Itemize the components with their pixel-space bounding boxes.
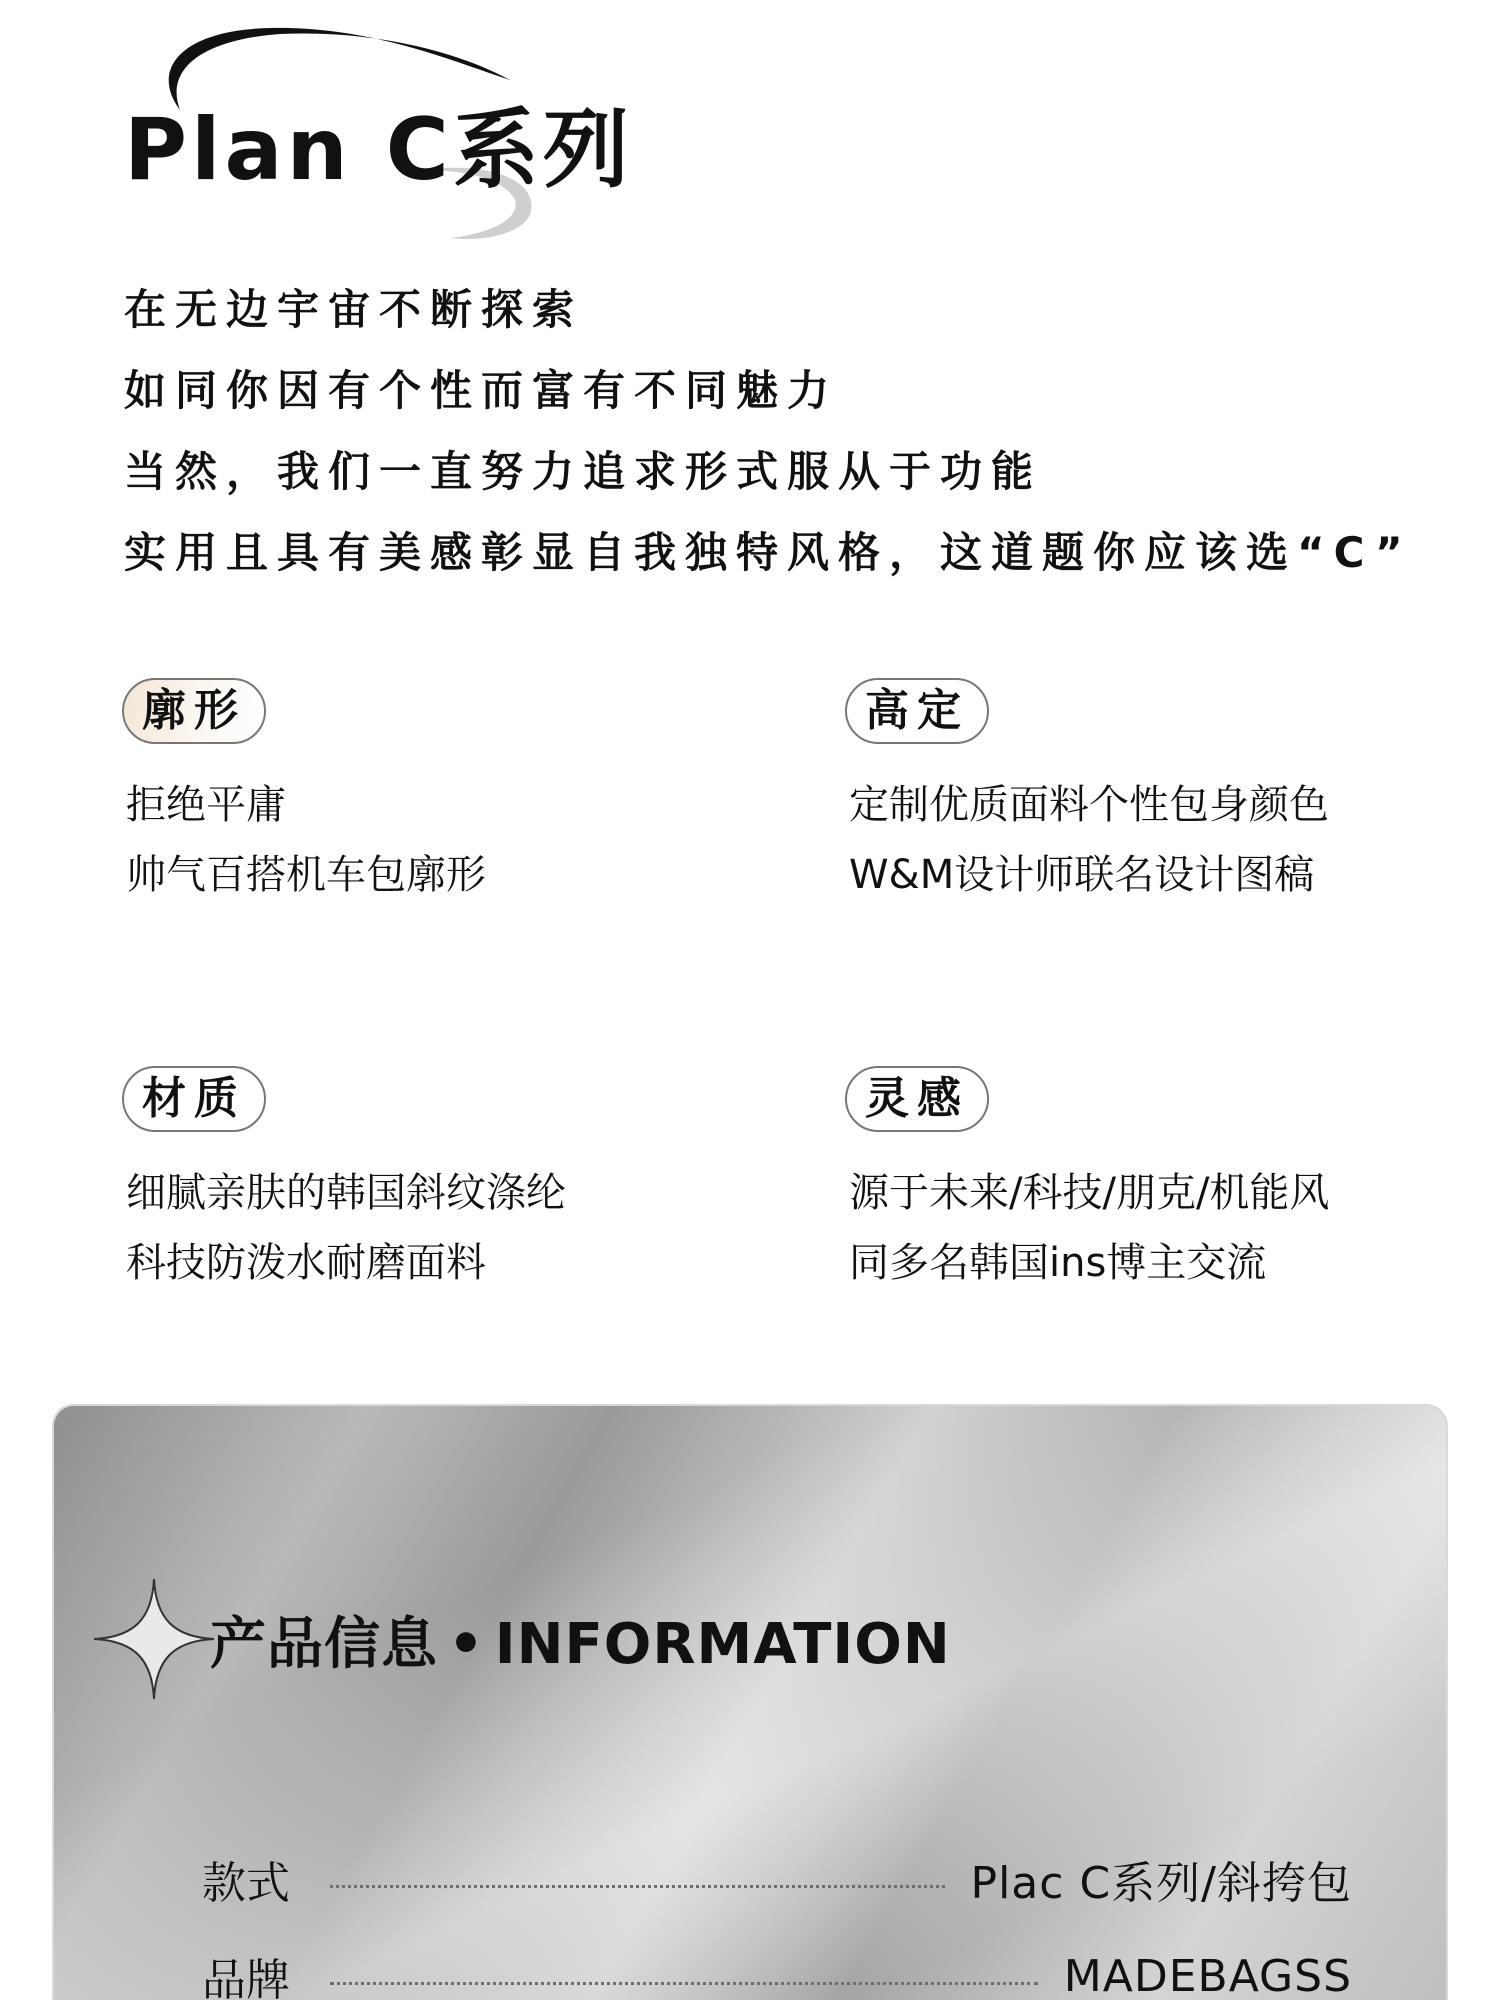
info-heading-cn: 产品信息 [210,1612,438,1677]
feature-tag: 高定 [845,678,989,744]
spec-label: 品牌 [202,1955,290,2000]
intro-line: 如同你因有个性而富有不同魅力 [124,366,839,415]
info-heading [210,1600,951,1680]
feature-line: 源于未来/科技/朋克/机能风 [849,1170,1330,1216]
feature-tag: 灵感 [845,1066,989,1132]
spec-value: MADEBAGSS [1063,1950,1352,2000]
heading-separator: • [448,1612,485,1677]
feature-line: 拒绝平庸 [126,782,286,828]
sparkle-icon [94,1579,214,1699]
intro-line: 当然，我们一直努力追求形式服从于功能 [124,447,1043,496]
feature-tag: 廓形 [122,678,266,744]
dotted-leader [330,1885,945,1888]
spec-row-style [202,1844,1352,1914]
feature-inspiration [845,1066,1445,1298]
feature-custom [845,678,1445,910]
feature-line: W&M设计师联名设计图稿 [849,852,1315,898]
title-block [120,10,633,240]
feature-line: 科技防泼水耐磨面料 [126,1240,486,1286]
spec-row-brand [202,1941,1352,2000]
info-heading-en: INFORMATION [494,1612,951,1677]
feature-line: 帅气百搭机车包廓形 [126,852,486,898]
dotted-leader [330,1982,1038,1985]
feature-line: 同多名韩国ins博主交流 [849,1240,1267,1286]
feature-silhouette [122,678,722,910]
spec-value: Plac C系列/斜挎包 [970,1858,1352,1909]
feature-line: 定制优质面料个性包身颜色 [849,782,1329,828]
product-info-card [52,1404,1448,2000]
spec-label: 款式 [202,1858,290,1909]
feature-material [122,1066,722,1298]
intro-paragraph [124,282,1424,606]
intro-line: 在无边宇宙不断探索 [124,285,584,334]
page-title: Plan C系列 [124,100,633,200]
feature-line: 细腻亲肤的韩国斜纹涤纶 [126,1170,566,1216]
feature-tag: 材质 [122,1066,266,1132]
intro-line: 实用且具有美感彰显自我独特风格，这道题你应该选“C” [124,528,1412,577]
